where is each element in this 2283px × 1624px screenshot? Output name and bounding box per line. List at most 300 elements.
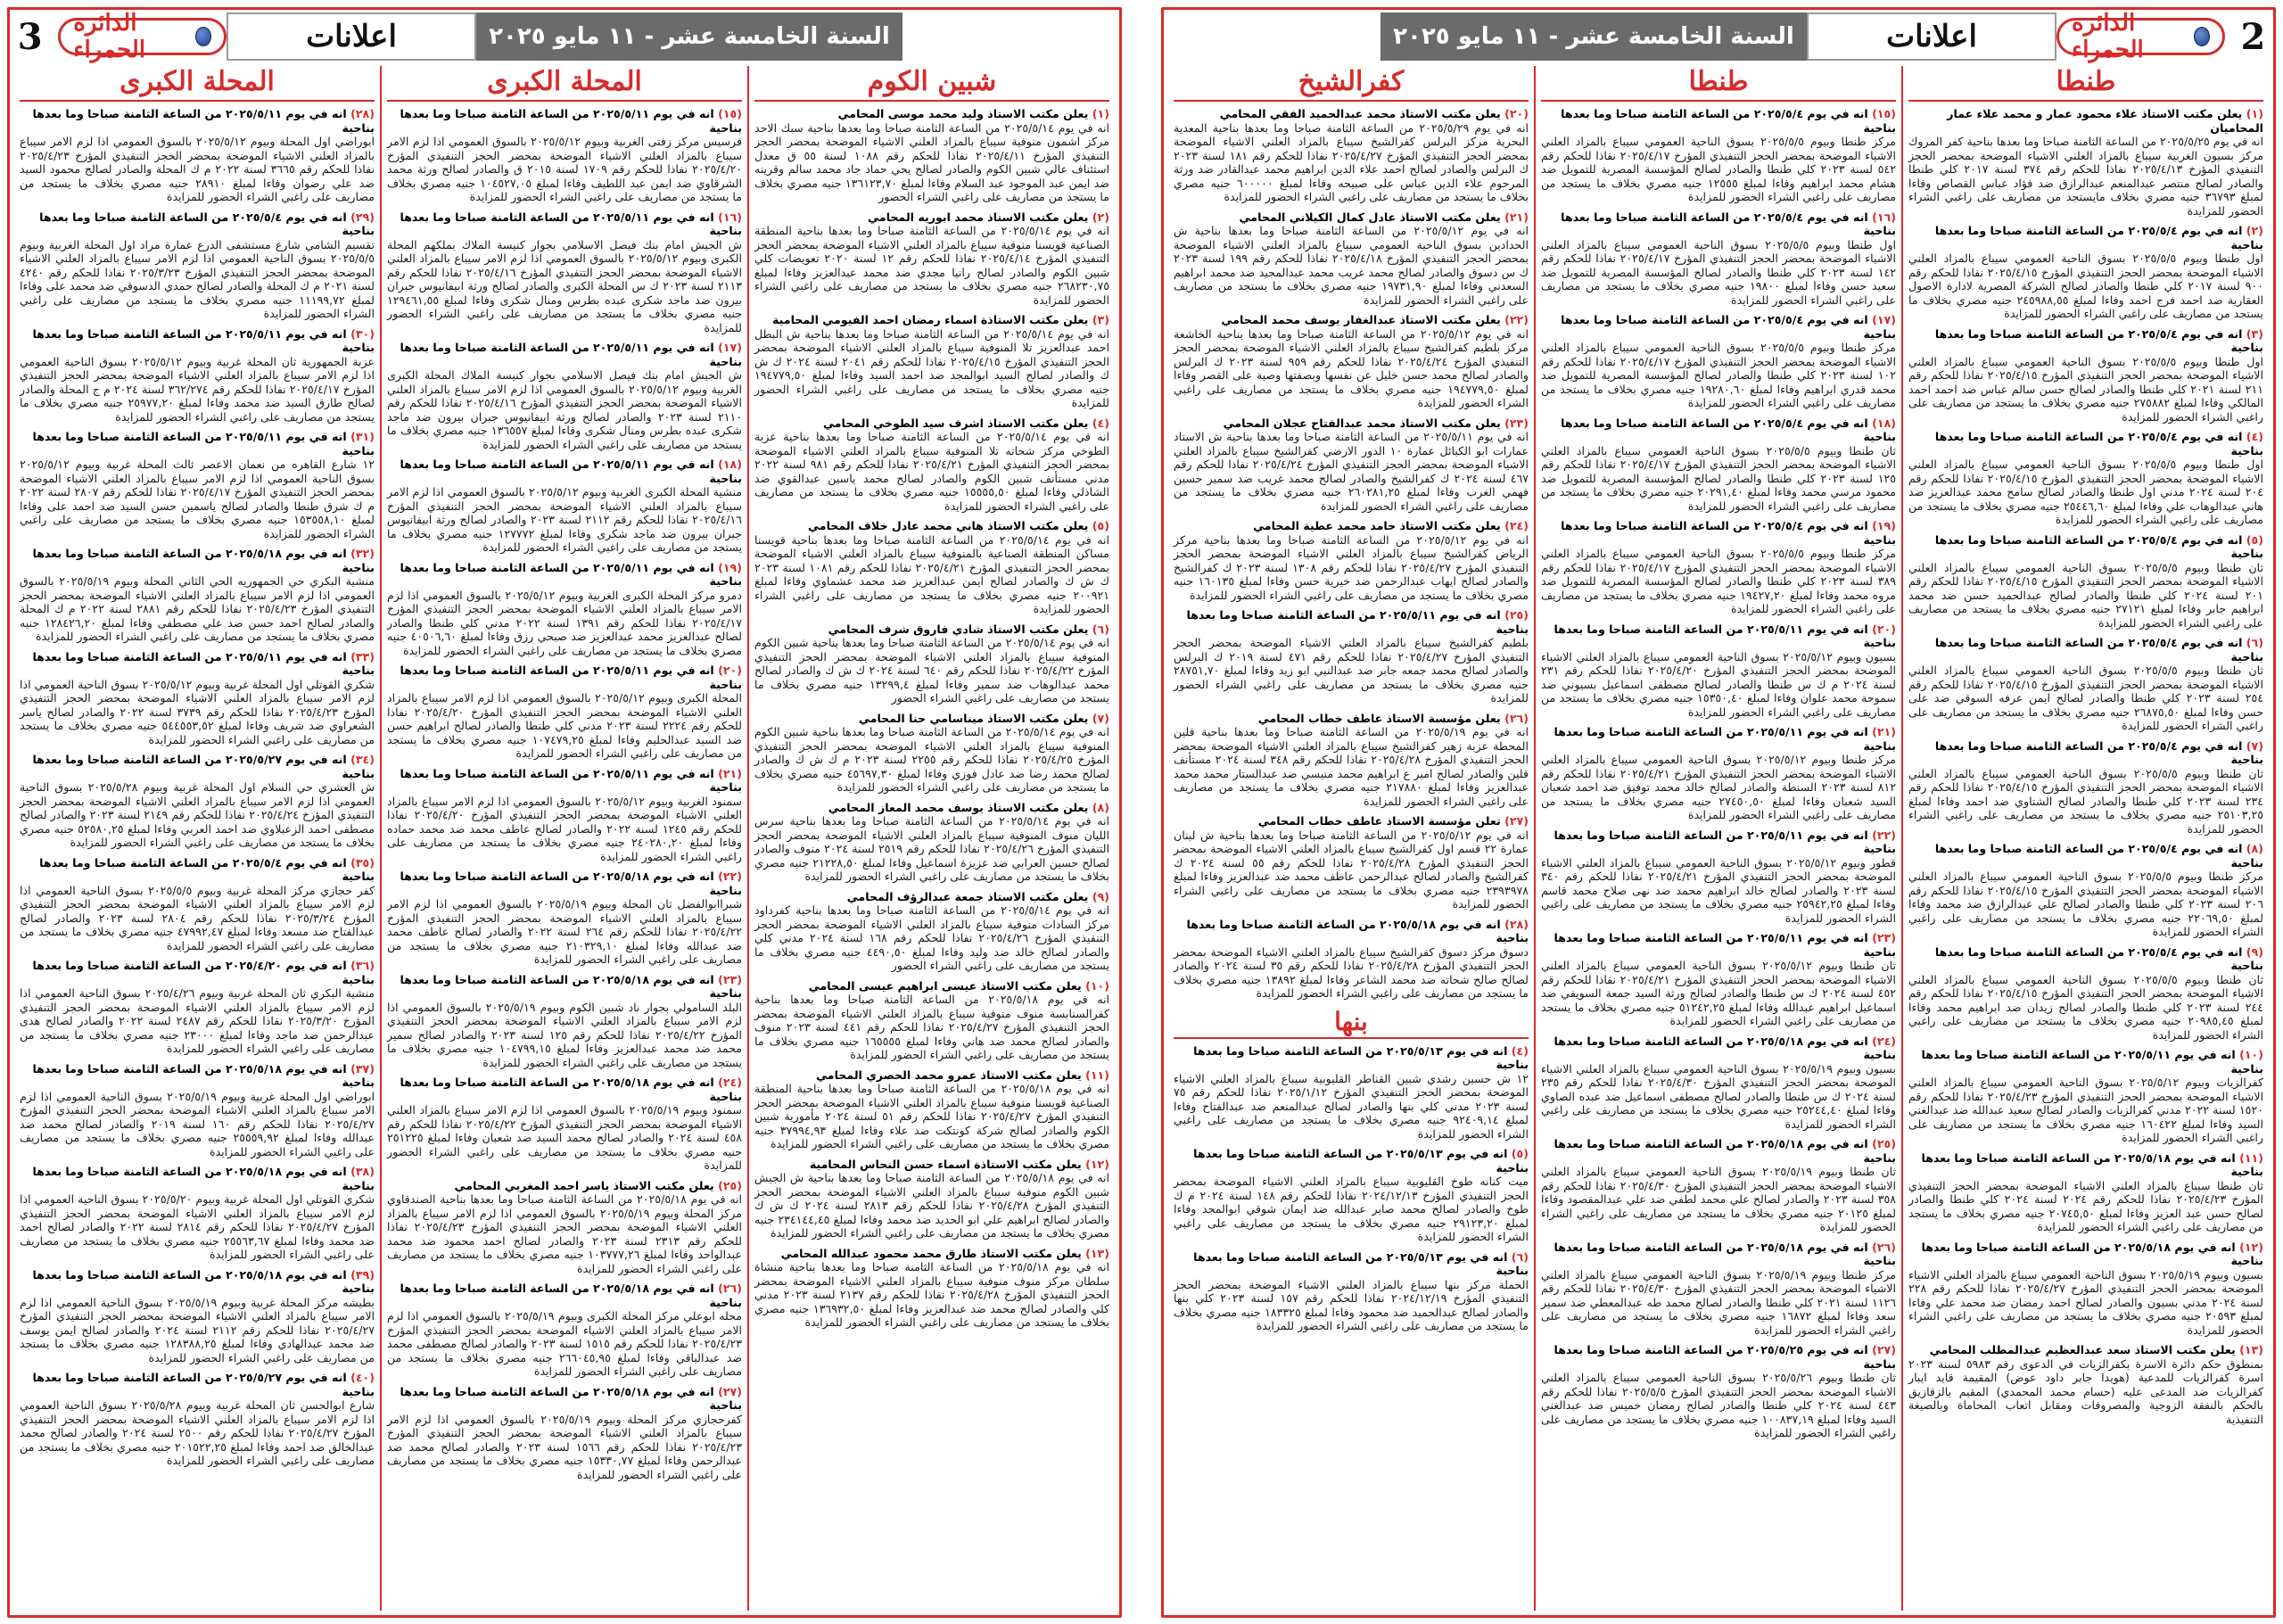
ad-body: مركز طنطا وبيوم ٢٠٢٥/٥/١٢ بسوق الناحية العمومي سيباع بالمزاد العلني الاشياء الموضحة بمحضر الحجز التنفيذي المؤرخ ٢٠٢٥/٤/٢١ نفاذا للحكم رقم ٨١٢ لسنة ٢٠٢٣ السنطة والصادر لصالح خالد محمد توفيق ضد احمد شعبان السيد شعبان وفاءا لمبلغ ٢٧٤٥٠,٥٠ جنيه مصري بخلاف ما يستجد من مصاريف على راغبي الشراء الحضور للمزايدة	[1541, 753, 1896, 821]
ad-item	[20, 1165, 375, 1262]
ad-body: ثان طنطا سيباع بالمزاد العلني الاشياء الموضحة بمحضر الحجز التنفيذي المؤرخ ٢٠٢٥/٤/٢٣ نفاذا للحكم رقم ٢٠٢٤ لسنة ٢٠٢٤ كلي طنطا والصادر لصالح حسن عبد العزيز وفاءا لمبلغ ٢٠٧٤٥,٥٠ جنيه مصري بخلاف ما يستجد من مصاريف على راغبي الشراء الحضور للمزايدة	[1908, 1178, 2263, 1233]
ad-title: انه في يوم ٢٠٢٥/٥/١٨ من الساعة الثامنة صباحا وما بعدها بناحية	[400, 1384, 742, 1412]
ad-body: الحملة مركز بنها سيباع بالمزاد العلني الاشياء الموضحة بمحضر الحجز التنفيذي المؤرخ ٢٠٢٤/١٢/١٩ نفاذا للحكم رقم ١٥٧ لسنة ٢٠٢٣ كلي بنها والصادر لصالح عبدالحميد ضد محمود وفاءا لمبلغ ١٨٣٣٢٥ جنيه مصري بخلاف ما يستجد من مصاريف على راغبي الشراء الحضور للمزايدة	[1174, 1277, 1529, 1332]
ad-number: (٣)	[1092, 313, 1109, 326]
ad-body: انه في يوم ٢٠٢٥/٥/١٤ من الساعة الثامنة صباحا وما بعدها بناحية شبين الكوم المنوفية سيباع بالمزاد العلني الاشياء الموضحة بمحضر الحجز التنفيذي المؤرخ ٢٠٢٥/٤/٢٢ نفاذا للحكم رقم ٦٤٠ لسنة ٢٠٢٤ ك ش ك والصادر لصالح محمد عبدالوهاب ضد سمير وفاءا لمبلغ ١٣٢٩٩,٤ جنيه مصري بخلاف ما يستجد من مصاريف على راغبي الشراء الحضور	[754, 636, 1110, 705]
columns	[14, 66, 1115, 1611]
ad-title: انه في يوم ٢٠٢٥/٥/٤ من الساعة الثامنة صباحا وما بعدها بناحية	[1934, 326, 2263, 354]
column-heading: المحلة الكبرى	[20, 66, 375, 102]
ad-number: (٢٤)	[1504, 519, 1529, 532]
ad-item	[1174, 210, 1529, 308]
ad-item	[1908, 945, 2263, 1043]
ad-number: (١٠)	[2239, 1048, 2263, 1061]
ad-heading	[1541, 416, 1896, 444]
ad-title: انه في يوم ٢٠٢٥/٥/٤ من الساعة الثامنة صباحا وما بعدها بناحية	[1561, 210, 1896, 237]
ad-item	[1174, 918, 1529, 1001]
ad-heading	[1908, 533, 2263, 561]
ad-heading	[387, 561, 742, 589]
ad-heading	[387, 458, 742, 485]
ad-body: شكري القوتلي اول المحلة غربية وبيوم ٢٠٢٥/٥/٢٠ بسوق الناحية العمومي اذا لزم الامر سيباع بالمزاد العلني الاشياء الموضحة بمحضر الحجز التنفيذي المؤرخ ٢٠٢٥/٤/٢٧ نفاذا للحكم رقم ٢٨١٤ لسنة ٢٠٢٢ والصادر لصالح احمد ضد محمد وفاءا لمبلغ ٢٥٥٦٣,٦٧ جنيه مصري بخلاف ما يستجد من مصاريف على راغبي الشراء الحضور للمزايدة	[20, 1192, 375, 1261]
ad-item	[754, 1247, 1109, 1330]
ad-title: انه في يوم ٢٠٢٥/٥/٤ من الساعة الثامنة صباحا وما بعدها بناحية	[1934, 532, 2263, 560]
ad-heading	[387, 210, 742, 238]
ad-title: يعلن مكتب الاستاذ شادي فاروق شرف المحامي	[828, 622, 1089, 636]
ad-heading	[387, 664, 742, 691]
logo-text: الدائرة الحمراء	[73, 10, 146, 63]
ad-item	[20, 107, 375, 204]
ad-title: يعلن مكتب الاستاذ يوسف محمد المعاز المحامي	[828, 800, 1089, 814]
ad-number: (٨)	[1092, 800, 1109, 814]
ad-heading	[754, 979, 1109, 993]
ad-heading	[1541, 828, 1896, 856]
ad-body: محله ابوعلي مركز المحلة الكبرى وبيوم ٢٠٢٥/٥/١٩ بالسوق العمومي اذا لزم الامر سيباع بالمزاد العلني الاشياء الموضحة بمحضر الحجز التنفيذي المؤرخ ٢٠٢٥/٤/٢٣ نفاذا للحكم رقم ١٥١٥ لسنة ٢٠٢٣ والصادر لصالح مصطفى محمد ضد عبدالباقي وفاءا لمبلغ ٢٦٦٠٤٥,٩٥ جنيه مصري بخلاف ما يستجد من مصاريف على راغبي الشراء الحضور للمزايدة	[387, 1309, 743, 1378]
ad-number: (٢٩)	[350, 210, 375, 224]
ad-item	[1541, 107, 1896, 204]
ad-body: ش الجيش امام بنك فيصل الاسلامي بجوار كنيسة الملاك المحلة الكبرى الغربية وبيوم ٢٠٢٥/٥/١٢ بالسوق العمومي اذا لزم الامر سيباع بالمزاد العلني الاشياء الموضحة بمحضر الحجز التنفيذي المؤرخ ٢٠٢٥/٤/١٦ نفاذا للحكم رقم ٢١١٠ لسنة ٢٠٢٣ والصادر لصالح ورثة ابيفانيوس جبران بيرون ضد ماجد شكرى عبده بطرس ومنال شكرى وفاءا لمبلغ ١٣٦٥٥٧ جنيه مصري بخلاف ما يستجد من مصاريف على راغبي الشراء الحضور للمزايدة	[387, 368, 743, 451]
ad-body: منشية البكري حي الجمهوريه الحي الثاني المحلة وبيوم ٢٠٢٥/٥/١٩ بالسوق العمومي اذا لزم الامر سيباع بالمزاد العلني الاشياء الموضحة بمحضر الحجز التنفيذي المؤرخ ٢٠٢٥/٤/٢٣ نفاذا للحكم رقم ٢٨٨١ لسنة ٢٠٢٢ م ك المحلة والصادر لصالح احمد حسن ضد علي مصطفى وفاءا لمبلغ ١٢٨٤٢٦,٢٠ جنيه مصري بخلاف ما يستجد من مصاريف على راغبي الشراء الحضور للمزايدة	[20, 574, 375, 643]
ad-body: ش الجيش امام بنك فيصل الاسلامي بجوار كنيسة الملاك بملكهم المحلة الكبرى وبيوم ٢٠٢٥/٥/١٢ بالسوق العمومي اذا لزم الامر سيباع بالمزاد العلني الاشياء الموضحة بمحضر الحجز التنفيذي المؤرخ ٢٠٢٥/٤/١٦ نفاذا للحكم رقم ٢١١٣ لسنة ٢٠٢٣ ك س المحلة الكبرى والصادر لصالح ورثة ابيفانيوس جبران بيرون ضد ماجد شكرى عبده بطرس ومنال شكرى وفاءا لمبلغ ١٢٩٤٦١,٥٥ جنيه مصري بخلاف ما يستجد من مصاريف على راغبي الشراء الحضور للمزايدة	[387, 237, 742, 334]
ad-item	[387, 210, 742, 335]
ad-title: انه في يوم ٢٠٢٥/٥/٤ من الساعة الثامنة صباحا وما بعدها بناحية	[1934, 636, 2263, 664]
ad-item	[20, 1371, 375, 1468]
header-bar	[1381, 12, 2056, 61]
ad-body: انه في يوم ٢٠٢٥/٥/١٨ من الساعة الثامنة صباحا وما بعدها بناحية كفرالسنابسة منوف منوفية سيباع بالمزاد العلني الاشياء الموضحة بمحضر الحجز التنفيذي المؤرخ ٢٠٢٥/٤/٢٧ نفاذا للحكم رقم ٤٤١ لسنة ٢٠٢٣ منوف والصادر لصالح محمد ضد هاني وفاءا لمبلغ ١٦٥٥٥٥ جنيه مصري بخلاف ما يستجد من مصاريف على راغبي الشراء الحضور للمزايدة	[754, 993, 1109, 1061]
ad-title: انه في يوم ٢٠٢٥/٥/١٨ من الساعة الثامنة صباحا وما بعدها بناحية	[1554, 1034, 1896, 1061]
ad-item	[754, 1068, 1109, 1151]
ad-heading	[387, 870, 742, 897]
ad-item	[754, 210, 1109, 308]
ad-title: يعلن مكتب الاستاذ وليد محمد موسى المحامي	[837, 107, 1089, 120]
ad-heading	[20, 1165, 375, 1192]
ad-body: منشية البكري ثان المحلة غربية وبيوم ٢٠٢٥/٤/٢٦ بسوق الناحية العمومي اذا لزم الامر سيباع بالمزاد العلني الاشياء الموضحة بمحضر الحجز التنفيذي المؤرخ ٢٠٢٥/٣/٢٠ نفاذا للحكم رقم ٢٤٨٧ لسنة ٢٠٢٢ والصادر لصالح هدى عبدالرحمن ضد ماجد وفاءا لمبلغ ٢٣٠٠٠ جنيه مصري بخلاف ما يستجد من مصاريف على راغبي الشراء الحضور للمزايدة	[20, 986, 375, 1055]
ad-heading	[387, 973, 742, 1001]
ad-number: (٣١)	[350, 430, 375, 443]
ad-item	[1908, 1151, 2263, 1234]
ad-number: (٣٠)	[350, 326, 375, 341]
ad-body: مركز طنطا وبيوم ٢٠٢٥/٥/٥ بسوق الناحية العمومي سيباع بالمزاد العلني الاشياء الموضحة بمحضر الحجز التنفيذي المؤرخ ٢٠٢٥/٤/١٧ نفاذا للحكم رقم ٥٤٢ لسنة ٢٠٢٣ كلي طنطا والصادر لصالح المؤسسة المصرية للتمويل ضد هشام محمد ابراهيم وفاءا لمبلغ ١٢٥٥٥ جنيه مصري بخلاف ما يستجد من مصاريف على راغبي الشراء الحضور للمزايدة	[1541, 135, 1897, 203]
ad-number: (٢٠)	[718, 664, 742, 677]
ad-body: سمنود وبيوم ٢٠٢٥/٥/١٩ بالسوق العمومي اذا لزم الامر سيباع بالمزاد العلني الاشياء الموضحة بمحضر الحجز التنفيذي المؤرخ ٢٠٢٥/٤/٢٢ نفاذا للحكم رقم ٤٥٨ لسنة ٢٠٢٤ والصادر لصالح محمد السيد ضد شعبان وفاءا لمبلغ ٢٥١٢٢٥ جنيه مصري بخلاف ما يستجد من مصاريف على راغبي الشراء الحضور للمزايدة	[387, 1103, 742, 1172]
ad-heading	[1541, 1035, 1896, 1062]
ad-title: يعلن مكتب الاستاذ عادل كمال الكيلاني المحامي	[1239, 210, 1501, 224]
ad-number: (٢٥)	[1504, 608, 1529, 622]
globe-icon	[2194, 27, 2210, 46]
ad-number: (٢)	[1092, 210, 1109, 224]
ad-heading	[20, 1371, 375, 1398]
issue-line: السنة الخامسة عشر - ١١ مايو ٢٠٢٥	[1381, 12, 1807, 61]
ad-item	[1541, 931, 1896, 1028]
ad-number: (١)	[1092, 107, 1109, 120]
ad-title: يعلن مكتب الاستاذ حامد محمد عطية المحامي	[1253, 519, 1501, 532]
ad-number: (٢٣)	[1504, 416, 1529, 430]
newspaper-logo	[58, 10, 227, 63]
ad-body: انه في يوم ٢٠٢٥/٥/١٤ من الساعة الثامنة صباحا وما بعدها بناحية عزبة الطوخي مركز شحاته تلا المنوفية سيباع بالمزاد العلني الاشياء الموضحة بمحضر الحجز التنفيذي المؤرخ ٢٠٢٥/٤/٢١ نفاذا للحكم رقم ٩٨١ لسنة ٢٠٢٢ مدني مستأنف شبين الكوم والصادر لصالح محمد ياسين عبدالقوي ضد الشاذلي وفاءا لمبلغ ١٥٥٥٥,٥٠ جنيه مصري بخلاف ما يستجد من مصاريف على راغبي الشراء الحضور للمزايدة	[754, 430, 1110, 513]
ad-body: انه في يوم ٢٠٢٥/٥/١٤ من الساعة الثامنة صباحا وما بعدها بناحية شبين الكوم المنوفية سيباع بالمزاد العلني الاشياء الموضحة بمحضر الحجز التنفيذي المؤرخ ٢٠٢٥/٤/٢٥ نفاذا للحكم رقم ٢٢٥٥ لسنة ٢٠٢٣ م ك ش ك والصادر لصالح محمد رضا ضد عادل فوزي وفاءا لمبلغ ٤٥٦٩٧,٣٠ جنيه مصري بخلاف ما يستجد من مصاريف على راغبي الشراء الحضور للمزايدة	[754, 725, 1109, 794]
ad-heading	[1174, 814, 1529, 828]
ad-title: انه في يوم ٢٠٢٥/٥/٤ من الساعة الثامنة صباحا وما بعدها بناحية	[1934, 430, 2263, 458]
ad-item	[387, 561, 742, 658]
ad-item	[20, 959, 375, 1056]
ad-body: ثان طنطا وبيوم ٢٠٢٥/٥/٥ بسوق الناحية العمومي سيباع بالمزاد العلني الاشياء الموضحة بمحضر الحجز التنفيذي المؤرخ ٢٠٢٥/٤/١٥ نفاذا للحكم رقم ٢٠١ لسنة ٢٠٢٤ كلي طنطا والصادر لصالح عبدالحميد حسن ضد محمد ابراهيم جابر وفاءا لمبلغ ٢٧١٢١ جنيه مصري بخلاف ما يستجد من مصاريف على راغبي الشراء الحضور للمزايدة	[1908, 560, 2263, 630]
ad-title: يعلن مكتب الاستاذ ياسر احمد المغربي المحامي	[454, 1178, 714, 1192]
page-header	[12, 12, 1117, 61]
ad-number: (٢٢)	[1872, 828, 1896, 842]
ad-heading	[20, 959, 375, 986]
ad-body: كفرحجازي مركز المحلة وبيوم ٢٠٢٥/٥/١٩ بالسوق العمومي اذا لزم الامر سيباع بالمزاد العلني الاشياء الموضحة بمحضر الحجز التنفيذي المؤرخ ٢٠٢٥/٤/٢٣ نفاذا للحكم رقم ١٥٦٦ لسنة ٢٠٢٣ والصادر لصالح محمد ضد عبدالرحمن وفاءا لمبلغ ١٥٣٣٠,٧٧ جنيه مصري بخلاف ما يستجد من مصاريف على راغبي الشراء الحضور للمزايدة	[387, 1412, 743, 1481]
ad-number: (٦)	[2246, 636, 2263, 649]
ad-title: انه في يوم ٢٠٢٥/٥/١١ من الساعة الثامنة صباحا وما بعدها بناحية	[32, 649, 375, 677]
ad-item	[1174, 313, 1529, 410]
ad-number: (٢٠)	[1872, 622, 1896, 636]
ad-heading	[1174, 416, 1529, 431]
ad-item	[754, 313, 1109, 410]
ad-item	[1541, 519, 1896, 616]
ad-item	[1541, 210, 1896, 308]
ad-heading	[387, 341, 742, 368]
ad-heading	[754, 416, 1109, 431]
ad-heading	[387, 1385, 742, 1413]
ad-column	[1903, 66, 2269, 1611]
ad-number: (١٨)	[1872, 416, 1896, 430]
ad-item	[20, 753, 375, 850]
ad-body: انه في يوم ٢٠٢٥/٥/١٤ من الساعة الثامنة صباحا وما بعدها بناحية ش البطل احمد عبدالعزيز تلا المنوفية سيباع بالمزاد العلني الاشياء الموضحة بمحضر الحجز التنفيذي المؤرخ ٢٠٢٥/٤/١٥ نفاذا للحكم رقم ٢٠٤١ لسنة ٢٠٢٤ ك ش ك والصادر لصالح السيد ابوالمجد ضد احمد السيد وفاءا لمبلغ ١٩٤٧٧٩,٥٠ جنيه مصري بخلاف ما يستجد من مصاريف على راغبي الشراء الحضور للمزايدة	[754, 326, 1110, 409]
ad-title: انه في يوم ٢٠٢٥/٥/١٨ من الساعة الثامنة صباحا وما بعدها بناحية	[400, 972, 742, 1000]
ad-heading	[1908, 1151, 2263, 1179]
ad-item	[20, 1062, 375, 1159]
page-2	[1161, 7, 2276, 1618]
ad-body: مركز طنطا وبيوم ٢٠٢٥/٥/٥ بسوق الناحية العمومي سيباع بالمزاد العلني الاشياء الموضحة بمحضر الحجز التنفيذي المؤرخ ٢٠٢٥/٤/١٧ نفاذا للحكم رقم ٣٨٩ لسنة ٢٠٢٣ كلي طنطا والصادر لصالح المؤسسة المصرية للتمويل ضد مروه محمد وفاءا لمبلغ ١٩٤٢٧,٢٠ جنيه مصري بخلاف ما يستجد من مصاريف على راغبي الشراء الحضور للمزايدة	[1541, 547, 1896, 615]
ad-title: انه في يوم ٢٠٢٥/٥/١١ من الساعة الثامنة صباحا وما بعدها بناحية	[1186, 608, 1529, 636]
ad-number: (٣٢)	[350, 547, 375, 560]
ad-body: ش العشري حي السلام اول المحلة غربية وبيوم ٢٠٢٥/٥/٢٨ بسوق الناحية العمومي اذا لزم الامر سيباع بالمزاد العلني الاشياء الموضحة بمحضر الحجز التنفيذي المؤرخ ٢٠٢٥/٤/٢٤ نفاذا للحكم رقم ٢١٤٩ لسنة ٢٠٢٣ والصادر لصالح مصطفى احمد الزعبلاوي ضد احمد العربي وفاءا لمبلغ ٥٢٥٨٠,٢٥ جنيه مصري بخلاف ما يستجد من مصاريف على راغبي الشراء الحضور للمزايدة	[20, 780, 375, 849]
ad-number: (٢٥)	[718, 1178, 742, 1192]
ad-number: (١٩)	[718, 560, 742, 574]
ad-item	[1908, 1048, 2263, 1145]
section-title: اعلانات	[227, 12, 476, 61]
ad-body: ثان طنطا وبيوم ٢٠٢٥/٥/٥ بسوق الناحية العمومي سيباع بالمزاد العلني الاشياء الموضحة بمحضر الحجز التنفيذي المؤرخ ٢٠٢٥/٤/١٧ نفاذا للحكم رقم ١٢٥ لسنة ٢٠٢٣ كلي طنطا والصادر لصالح المؤسسة المصرية للتمويل ضد محمود مرسي محمد وفاءا لمبلغ ٢٠٢٩١,٤٠ جنيه مصري بخلاف ما يستجد من مصاريف على راغبي الشراء الحضور للمزايدة	[1541, 443, 1896, 513]
ad-heading	[1174, 712, 1529, 726]
ad-item	[1174, 107, 1529, 204]
ad-title: انه في يوم ٢٠٢٥/٥/٢٥ من الساعة الثامنة صباحا وما بعدها بناحية	[1554, 1343, 1896, 1371]
ad-title: انه في يوم ٢٠٢٥/٥/٢٧ من الساعة الثامنة صباحا وما بعدها بناحية	[32, 1371, 375, 1398]
column-heading: طنطا	[1541, 66, 1896, 102]
ad-body: اول طنطا وبيوم ٢٠٢٥/٥/٥ بسوق الناحية العمومي سيباع بالمزاد العلني الاشياء الموضحة بمحضر الحجز التنفيذي المؤرخ ٢٠٢٥/٤/١٥ نفاذا للحكم رقم ٩٠٠ لسنة ٢٠١٧ كلي طنطا والصادر لصالح الشركة المصرية لادارة الاصول العقارية ضد احمد فرج احمد وفاءا لمبلغ ٢٤٥٩٨٨,٥٥ جنيه مصري بخلاف ما يستجد من مصاريف على راغبي الشراء الحضور للمزايدة	[1908, 251, 2263, 320]
ad-number: (٢١)	[1872, 725, 1896, 738]
ad-item	[754, 622, 1109, 705]
ad-heading	[1174, 608, 1529, 636]
ad-number: (٢٦)	[1504, 711, 1529, 725]
ad-heading	[1908, 107, 2263, 135]
ad-title: انه في يوم ٢٠٢٥/٥/٤ من الساعة الثامنة صباحا وما بعدها بناحية	[1561, 519, 1896, 547]
ad-body: اول طنطا وبيوم ٢٠٢٥/٥/٥ بسوق الناحية العمومي سيباع بالمزاد العلني الاشياء الموضحة بمحضر الحجز التنفيذي المؤرخ ٢٠٢٥/٤/١٥ نفاذا للحكم رقم ٢١١ لسنة ٢٠٢١ كلي طنطا والصادر لصالح حسن سالم عباس ضد احمد احمد المالكي وفاءا لمبلغ ٢٧٥٨٨٢ جنيه مصري بخلاف ما يستجد من مصاريف على راغبي الشراء الحضور للمزايدة	[1908, 354, 2264, 424]
ad-title: انه في يوم ٢٠٢٥/٥/١٣ من الساعة الثامنة صباحا وما بعدها بناحية	[1193, 1147, 1529, 1175]
ad-body: ثان طنطا وبيوم ٢٠٢٥/٥/٢٦ بسوق الناحية العمومي سيباع بالمزاد العلني الاشياء الموضحة بمحضر الحجز التنفيذي المؤرخ ٢٠٢٥/٥/٥ نفاذا للحكم رقم ٤٤٣ لسنة ٢٠٢٤ كلي طنطا والصادر لصالح رمضان خميس ضد عبدالغني السيد وفاءا لمبلغ ١٠٠٨٣٧,١٩ جنيه مصري بخلاف ما يستجد من مصاريف على راغبي الشراء الحضور للمزايدة	[1541, 1371, 1896, 1439]
ad-number: (٧)	[1092, 711, 1109, 725]
ad-heading	[754, 622, 1109, 637]
section-subheading: بنها	[1174, 1007, 1529, 1039]
ad-heading	[387, 767, 742, 795]
ad-item	[754, 416, 1109, 514]
page-header	[1166, 12, 2271, 61]
ad-item	[387, 973, 742, 1070]
column-heading: طنطا	[1908, 66, 2263, 102]
ad-title: انه في يوم ٢٠٢٥/٥/١٨ من الساعة الثامنة صباحا وما بعدها بناحية	[1921, 1150, 2263, 1178]
ad-title: يعلن مكتب الاستاذ محمد عبدالحميد الفقي المحامي	[1219, 107, 1501, 120]
ad-body: بلطيم كفرالشيخ سيباع بالمزاد العلني الاشياء الموضحة بمحضر الحجز التنفيذي المؤرخ ٢٠٢٥/٤/٢٧ نفاذا للحكم رقم ٤٧١ لسنة ٢٠١٩ ك البرلس والصادر لصالح محمد جمعه جابر ضد عبدالنبي ابو زيد وفاءا لمبلغ ٢٨٧٥١,٧٠ جنيه مصري بخلاف ما يستجد من مصاريف على راغبي الشراء الحضور للمزايدة	[1174, 636, 1529, 705]
ad-number: (٣)	[2246, 326, 2263, 341]
ad-item	[1541, 1137, 1896, 1234]
ad-item	[754, 519, 1109, 616]
ad-number: (٩)	[1092, 889, 1109, 903]
ad-number: (٢١)	[718, 766, 742, 780]
ad-body: كفرالزيات وبيوم ٢٠٢٥/٥/١٢ بسوق الناحية العمومي سيباع بالمزاد العلني الاشياء الموضحة بمحضر الحجز التنفيذي المؤرخ ٢٠٢٥/٤/٢٣ نفاذا للحكم رقم ١٥٢٠ لسنة ٢٠٢٢ مدني كفرالزيات والصادر لصالح سعيد عبدالله ضد عبدالغني السيد وفاءا لمبلغ ١٦٠٤٢٢ جنيه مصري بخلاف ما يستجد من مصاريف على راغبي الشراء الحضور للمزايدة	[1908, 1076, 2264, 1144]
ad-item	[387, 107, 742, 204]
ad-body: انه في يوم ٢٠٢٥/٥/١٤ من الساعة الثامنة صباحا وما بعدها بناحية سبك الاحد مركز اشمون منوفية سيباع بالمزاد العلني الاشياء الموضحة بمحضر الحجز التنفيذي المؤرخ ٢٠٢٥/٤/١١ نفاذا للحكم رقم ١٠٨٨ لسنة ٥٥ ق معدل استئناف عالي شبين الكوم والصادر لصالح يحي حماد جاد محمد سالم وقرينه ضد ايمن عبد الموجود عبد السلام وفاءا لمبلغ ١٣٦١٢٣,٧٠ جنيه مصري بخلاف ما يستجد من مصاريف على راغبي الشراء الحضور	[754, 120, 1110, 203]
ad-body: انه في يوم ٢٠٢٥/٥/١٨ من الساعة الثامنة صباحا وما بعدها بناحية الصندقاوي مركز المحلة وبيوم ٢٠٢٥/٥/١٩ بالسوق العمومي اذا لزم الامر سيباع بالمزاد العلني الاشياء الموضحة بمحضر الحجز التنفيذي المؤرخ ٢٠٢٥/٤/٢٣ نفاذا للحكم رقم ٢٣١٣ لسنة ٢٠٢٣ والصادر لصالح احمد محمود ضد محمد عبدالواحد وفاءا لمبلغ ١٠٣٧٧٧,٢٦ جنيه مصري بخلاف ما يستجد من مصاريف على راغبي الشراء الحضور للمزايدة	[387, 1192, 743, 1275]
ad-number: (٢٨)	[350, 107, 375, 120]
ad-number: (٢٦)	[718, 1282, 742, 1295]
ad-title: انه في يوم ٢٠٢٥/٥/١١ من الساعة الثامنة صباحا وما بعدها بناحية	[400, 560, 742, 588]
ad-body: شارع ابوالحسن ثان المحلة غربية وبيوم ٢٠٢٥/٥/٢٨ بسوق الناحية العمومي اذا لزم الامر سيباع بالمزاد العلني الاشياء الموضحة بمحضر الحجز التنفيذي المؤرخ ٢٠٢٥/٤/٢٧ نفاذا للحكم رقم ٢٥٠٠ لسنة ٢٠٢٤ والصادر لصالح محمد عبدالخالق ضد احمد وفاءا لمبلغ ٢٠١٥٢٢,٢٥ جنيه مصري بخلاف ما يستجد من مصاريف على راغبي الشراء الحضور للمزايدة	[20, 1398, 375, 1467]
ad-body: مركز طنطا وبيوم ٢٠٢٥/٥/٥ بسوق الناحية العمومي سيباع بالمزاد العلني الاشياء الموضحة بمحضر الحجز التنفيذي المؤرخ ٢٠٢٥/٤/١٥ نفاذا للحكم رقم ٢٠٦ لسنة ٢٠٢٣ كلي طنطا والصادر لصالح علي عبدالرازق ضد محمد وفاءا لمبلغ ٢٢٠٦٩,٥٠ جنيه مصري بخلاف ما يستجد من مصاريف على راغبي الشراء الحضور للمزايدة	[1908, 870, 2263, 938]
ad-item	[387, 1076, 742, 1173]
ad-number: (١٦)	[1872, 210, 1896, 224]
ad-title: انه في يوم ٢٠٢٥/٥/١٨ من الساعة الثامنة صباحا وما بعدها بناحية	[400, 1076, 742, 1103]
ad-item	[1908, 636, 2263, 733]
ad-body: مركز طنطا وبيوم ٢٠٢٥/٥/٥ بسوق الناحية العمومي سيباع بالمزاد العلني الاشياء الموضحة بمحضر الحجز التنفيذي المؤرخ ٢٠٢٥/٤/١٧ نفاذا للحكم رقم ١٠٢ لسنة ٢٠٢٣ كلي طنطا والصادر لصالح المؤسسة المصرية للتمويل ضد محمد قدري ابراهيم وفاءا لمبلغ ١٩٢٨٠,٦٠ جنيه مصري بخلاف ما يستجد من مصاريف على راغبي الشراء الحضور للمزايدة	[1541, 341, 1897, 409]
ad-heading	[20, 107, 375, 135]
ad-title: يعلن مكتب الاستاذ محمد ابوريه المحامي	[868, 210, 1089, 224]
ad-body: بسيون وبيوم ٢٠٢٥/٥/١٩ بسوق الناحية العمومي سيباع بالمزاد العلني الاشياء الموضحة بمحضر الحجز التنفيذي المؤرخ ٢٠٢٥/٤/٣٠ نفاذا للحكم رقم ٢٣٥ لسنة ٢٠٢٤ ك س طنطا والصادر لصالح مصطفى اسماعيل ضد عبده الصاوي وفاءا لمبلغ ٢٥٢٤٤,٤٠ جنيه مصري بخلاف ما يستجد من مصاريف على راغبي الشراء الحضور للمزايدة	[1541, 1061, 1897, 1131]
ad-number: (٤)	[1092, 416, 1109, 430]
ad-item	[1908, 430, 2263, 527]
ad-heading	[1908, 739, 2263, 767]
ad-item	[1541, 622, 1896, 720]
ad-number: (٢٣)	[718, 972, 742, 986]
ad-heading	[1541, 519, 1896, 547]
ad-heading	[1541, 1137, 1896, 1165]
ad-title: انه في يوم ٢٠٢٥/٥/١١ من الساعة الثامنة صباحا وما بعدها بناحية	[32, 326, 375, 354]
ad-item	[1908, 107, 2263, 218]
ad-number: (١٩)	[1872, 519, 1896, 532]
ad-item	[20, 547, 375, 644]
ad-title: انه في يوم ٢٠٢٥/٥/١٣ من الساعة الثامنة صباحا وما بعدها بناحية	[1193, 1249, 1529, 1277]
ad-number: (٢٤)	[1872, 1034, 1896, 1048]
ad-title: انه في يوم ٢٠٢٥/٥/٤ من الساعة الثامنة صباحا وما بعدها بناحية	[1934, 842, 2263, 870]
ad-number: (١٦)	[718, 210, 742, 224]
ad-item	[1174, 1250, 1529, 1333]
ad-item	[20, 1268, 375, 1365]
ad-heading	[387, 1076, 742, 1103]
ad-body: انه في يوم ٢٠٢٥/٥/١١ من الساعة الثامنة صباحا وما بعدها بناحية ش الاستاد عمارات ابو الكبائل عمارة ١٠ الدور الارضي كفرالشيخ سيباع بالمزاد العلني الاشياء الموضحة بمحضر الحجز التنفيذي المؤرخ ٢٠٢٥/٤/٢٤ نفاذا للحكم رقم ٤٦٧ لسنة ٢٠٢٤ ك كفرالشيخ والصادر لصالح محمد غريب ضد سمير حسين فهمي الغرب وفاءا لمبلغ ٢٦٠٢٨١,٢٥ جنيه مصري بخلاف ما يستجد من مصاريف على راغبي الشراء الحضور للمزايدة	[1174, 430, 1529, 513]
ad-heading	[1541, 725, 1896, 753]
ad-item	[387, 767, 742, 864]
ad-body: منشية المحلة الكبرى الغربية وبيوم ٢٠٢٥/٥/١٢ بالسوق العمومي اذا لزم الامر سيباع بالمزاد العلني الاشياء الموضحة بمحضر الحجز التنفيذي المؤرخ ٢٠٢٥/٤/١٦ نفاذا للحكم رقم ٢١١٢ لسنة ٢٠٢٣ والصادر لصالح ورثة ابيفانيوس جبران بيرون ضد ماجد شكرى وفاءا لمبلغ ١٢٧٧٧٢ جنيه مصري بخلاف ما يستجد من مصاريف على راغبي الشراء الحضور للمزايدة	[387, 485, 742, 554]
ad-body: دسوق مركز دسوق كفرالشيخ سيباع بالمزاد العلني الاشياء الموضحة بمحضر الحجز التنفيذي المؤرخ ٢٠٢٥/٤/٢٨ نفاذا للحكم رقم ٣٥ لسنة ٢٠٢٤ والصادر لصالح صالح شحاته ضد محمد الشاعر وفاءا لمبلغ ١٣٨٩٢ جنيه مصري بخلاف ما يستجد من مصاريف على راغبي الشراء الحضور للمزايدة	[1174, 944, 1529, 1000]
ad-heading	[20, 856, 375, 884]
ad-body: ابوراضي اول المحلة وبيوم ٢٠٢٥/٥/١٢ بالسوق العمومي اذا لزم الامر سيباع بالمزاد العلني الاشياء الموضحة بمحضر الحجز التنفيذي المؤرخ ٢٠٢٥/٤/٢٣ نفاذا للحكم رقم ٣٦٦٥ لسنة ٢٠٢٢ م ك المحلة والصادر لصالح محمود السيد ضد علي رضوان وفاءا لمبلغ ٢٨٩١٠ جنيه مصري بخلاف ما يستجد من مصاريف على راغبي الشراء الحضور للمزايدة	[20, 135, 375, 203]
ad-title: انه في يوم ٢٠٢٥/٥/١١ من الساعة الثامنة صباحا وما بعدها بناحية	[1554, 725, 1896, 753]
ad-heading	[1908, 1343, 2263, 1357]
ad-column	[1536, 66, 1903, 1611]
ad-heading	[1174, 1147, 1529, 1175]
column-heading: كفرالشيخ	[1174, 66, 1529, 102]
ad-body: سمنود الغربية وبيوم ٢٠٢٥/٥/١٢ بالسوق العمومي اذا لزم الامر سيباع بالمزاد العلني الاشياء الموضحة بمحضر الحجز التنفيذي المؤرخ ٢٠٢٥/٤/٢٠ نفاذا للحكم رقم ١٢٤٥ لسنة ٢٠٢٢ والصادر لصالح عاطف محمد ضد محمد حماده وفاءا لمبلغ ٢٤٠٢٨٠,٢٠ جنيه مصري بخلاف ما يستجد من مصاريف على راغبي الشراء الحضور للمزايدة	[387, 794, 743, 863]
ad-heading	[1908, 327, 2263, 355]
ad-title: يعلن مؤسسة الاستاذ عاطف خطاب المحامي	[1257, 711, 1501, 725]
ad-heading	[1541, 107, 1896, 135]
ad-column	[1168, 66, 1536, 1611]
ad-title: انه في يوم ٢٠٢٥/٥/١١ من الساعة الثامنة صباحا وما بعدها بناحية	[400, 766, 742, 794]
ad-item	[387, 341, 742, 451]
ad-item	[387, 1282, 742, 1379]
ad-heading	[1908, 842, 2263, 870]
ad-body: انه في يوم ٢٠٢٥/٥/١٢ من الساعة الثامنة صباحا وما بعدها بناحية ش لبنان عمارة ٢٢ قسم اول كفرالشيخ سيباع بالمزاد العلني الاشياء الموضحة بمحضر الحجز التنفيذي المؤرخ ٢٠٢٥/٤/٢٨ نفاذا للحكم رقم ٥٥ لسنة ٢٠٢٤ ك كفرالشيخ والصادر لصالح عبدالرحمن عاطف محمد ضد عبدالعزيز وفاءا لمبلغ ٢٣٩٣٩٧٨ جنيه مصري بخلاف ما يستجد من مصاريف على راغبي الشراء الحضور للمزايدة	[1174, 828, 1529, 911]
ad-heading	[754, 890, 1109, 904]
ad-heading	[387, 107, 742, 135]
ad-title: يعلن مكتب الاستاذ عيسى ابراهيم عيسى المحامي	[808, 978, 1082, 993]
ad-item	[1908, 739, 2263, 837]
ad-number: (٥)	[2246, 532, 2263, 547]
ad-item	[1908, 1241, 2263, 1338]
ad-number: (٢٣)	[1872, 931, 1896, 944]
ad-item	[1174, 1147, 1529, 1244]
ad-item	[1908, 533, 2263, 631]
ad-heading	[754, 1158, 1109, 1172]
ad-item	[1541, 416, 1896, 514]
ad-number: (٣٨)	[350, 1165, 375, 1178]
ad-item	[1541, 828, 1896, 926]
ad-heading	[1174, 1250, 1529, 1278]
ad-item	[1174, 814, 1529, 911]
ad-heading	[754, 801, 1109, 815]
ad-number: (١٠)	[1085, 978, 1109, 993]
ad-number: (٢)	[2246, 224, 2263, 237]
ad-number: (١)	[2246, 107, 2263, 120]
ad-title: انه في يوم ٢٠٢٥/٥/٤ من الساعة الثامنة صباحا وما بعدها بناحية	[39, 210, 375, 237]
ad-heading	[1908, 945, 2263, 973]
ad-body: ثان طنطا وبيوم ٢٠٢٥/٥/١٩ بسوق الناحية العمومي سيباع بالمزاد العلني الاشياء الموضحة بمحضر الحجز التنفيذي المؤرخ ٢٠٢٥/٤/٣٠ نفاذا للحكم رقم ٣٥٨ لسنة ٢٠٢٣ والصادر لصالح علي محمد لطفي ضد علي عبدالمقصود وفاءا لمبلغ ٢٠١٢٥ جنيه مصري بخلاف ما يستجد من مصاريف على راغبي الشراء الحضور للمزايدة	[1541, 1165, 1896, 1233]
ad-body: ميت كنانه طوخ القليوبية سيباع بالمزاد العلني الاشياء الموضحة بمحضر الحجز التنفيذي المؤرخ ٢٠٢٤/١٢/١٣ نفاذا للحكم رقم ١٤٨ لسنة ٢٠٢٤ م ك طوخ والصادر لصالح محمد صابر عبدالله ضد ايمان شوقي ابوالمجد وفاءا لمبلغ ٢٩١٢٣,٢٠ جنيه مصري بخلاف ما يستجد من مصاريف على راغبي الشراء الحضور للمزايدة	[1174, 1175, 1529, 1243]
ad-heading	[1908, 636, 2263, 664]
ad-number: (٢٧)	[718, 1384, 742, 1398]
ad-item	[387, 664, 742, 761]
ad-item	[1541, 1035, 1896, 1132]
ad-number: (٧)	[2246, 738, 2263, 753]
ad-heading	[20, 650, 375, 678]
ad-body: شكري القوتلي اول المحلة غربية وبيوم ٢٠٢٥/٥/١٢ بسوق الناحية العمومي اذا لزم الامر سيباع بالمزاد العلني الاشياء الموضحة بمحضر الحجز التنفيذي المؤرخ ٢٠٢٥/٤/٢٣ نفاذا للحكم رقم ٣٧٣٩ لسنة ٢٠٢٢ والصادر لصالح ياسر الشعراوي ضد شريف وفاءا لمبلغ ٥٤٤٥٥٣,٥٢ جنيه مصري بخلاف ما يستجد من مصاريف على راغبي الشراء الحضور للمزايدة	[20, 677, 375, 746]
ad-body: كفر حجازي مركز المحلة غربية وبيوم ٢٠٢٥/٥/٥ بسوق الناحية العمومي اذا لزم الامر سيباع بالمزاد العلني الاشياء الموضحة بمحضر الحجز التنفيذي المؤرخ ٢٠٢٥/٣/٢٤ نفاذا للحكم رقم ٢٨٠٤ لسنة ٢٠٢٣ والصادر لصالح عبدالفتاح ضد مسعد وفاءا لمبلغ ٤٧٩٩٢,٤٧ جنيه مصري بخلاف ما يستجد من مصاريف على راغبي الشراء الحضور للمزايدة	[20, 883, 375, 952]
ad-heading	[1908, 224, 2263, 251]
ad-number: (٢٨)	[1504, 917, 1529, 931]
ad-item	[754, 107, 1109, 204]
ad-title: يعلن مكتب الاستاذ علاء محمود عمار و محمد علاء عمار المحاميان	[1947, 107, 2263, 135]
ad-number: (٥)	[1511, 1147, 1529, 1160]
ad-body: بطيشه مركز المحلة غربية وبيوم ٢٠٢٥/٥/١٩ بسوق الناحية العمومي اذا لزم الامر سيباع بالمزاد العلني الاشياء الموضحة بمحضر الحجز التنفيذي المؤرخ ٢٠٢٥/٤/٢٧ نفاذا للحكم رقم ٢١١٢ لسنة ٢٠٢٤ والصادر لصالح ايمن يوسف ضد محمد عبدالهادي وفاءا لمبلغ ١٢٨٣٨٨,٢٥ جنيه مصري بخلاف ما يستجد من مصاريف على راغبي الشراء الحضور للمزايدة	[20, 1295, 375, 1364]
ad-number: (٦)	[1092, 622, 1109, 636]
logo-text: الدائرة الحمراء	[2072, 10, 2144, 63]
ad-number: (٢١)	[1504, 210, 1529, 224]
ad-title: انه في يوم ٢٠٢٥/٥/٤ من الساعة الثامنة صباحا وما بعدها بناحية	[39, 855, 375, 883]
ad-body: المحلة الكبرى وبيوم ٢٠٢٥/٥/١٢ بالسوق العمومي اذا لزم الامر سيباع بالمزاد العلني الاشياء الموضحة بمحضر الحجز التنفيذي المؤرخ ٢٠٢٥/٤/٢٠ نفاذا للحكم رقم ٢٢٢٤ لسنة ٢٠٢٣ مدني كلي طنطا والصادر لصالح ابراهيم حسن ضد السيد عبدالحليم وفاءا لمبلغ ١٠٧٤٧٩,٢٥ جنيه مصري بخلاف ما يستجد من مصاريف على راغبي الشراء الحضور للمزايدة	[387, 691, 743, 760]
ad-title: انه في يوم ٢٠٢٥/٥/١١ من الساعة الثامنة صباحا وما بعدها بناحية	[400, 210, 742, 237]
ad-item	[1541, 1241, 1896, 1338]
ad-body: انه في يوم ٢٠٢٥/٥/١٨ من الساعة الثامنة صباحا وما بعدها بناحية منشاة سلطان مركز منوف منوفية سيباع بالمزاد العلني الاشياء الموضحة بمحضر الحجز التنفيذي المؤرخ ٢٠٢٥/٤/٢٨ نفاذا للحكم رقم ٢١٣٧ لسنة ٢٠٢٣ مدني كلي والصادر لصالح محمد ضد عبدالعزيز وفاءا لمبلغ ١٣٦٩٣٢,٥٠ جنيه مصري بخلاف ما يستجد من مصاريف على راغبي الشراء الحضور للمزايدة	[754, 1260, 1109, 1329]
ad-title: يعلن مكتب الاستاذ هاني محمد عادل خلاف المحامي	[808, 519, 1089, 532]
ad-item	[20, 430, 375, 540]
masthead-right	[902, 12, 1117, 61]
ad-title: انه في يوم ٢٠٢٥/٥/٤ من الساعة الثامنة صباحا وما بعدها بناحية	[1561, 416, 1896, 443]
ad-item	[1174, 519, 1529, 602]
issue-line: السنة الخامسة عشر - ١١ مايو ٢٠٢٥	[476, 12, 902, 61]
ad-body: انه في يوم ٢٠٢٥/٥/١٩ من الساعة الثامنة صباحا وما بعدها بناحية قلين المحطة عزبة زهير كفرالشيخ سيباع بالمزاد العلني الاشياء الموضحة بمحضر الحجز التنفيذي المؤرخ ٢٠٢٥/٤/٢٨ نفاذا للحكم رقم ٣٤٨ لسنة ٢٠٢٤ مستأنف قلين والصادر لصالح امير ع ابراهيم محمد منيسي ضد عبدالستار محمد محمد عبدالعزيز وفاءا لمبلغ ٢١٧٨٨٠ جنيه مصري بخلاف ما يستجد من مصاريف على راغبي الشراء الحضور للمزايدة	[1174, 725, 1529, 808]
ad-heading	[20, 753, 375, 780]
ad-title: انه في يوم ٢٠٢٥/٥/١١ من الساعة الثامنة صباحا وما بعدها بناحية	[32, 430, 375, 458]
ad-heading	[754, 1068, 1109, 1083]
ad-number: (١٣)	[2239, 1343, 2263, 1356]
ad-heading	[20, 1268, 375, 1296]
ad-title: يعلن مكتب الاستاذ عمرو محمد الحصري المحامي	[816, 1068, 1082, 1082]
ad-number: (٢٤)	[718, 1076, 742, 1089]
ad-item	[387, 870, 742, 967]
ad-item	[1541, 1343, 1896, 1440]
ad-heading	[1541, 1343, 1896, 1371]
ad-body: تقسيم الشامي شارع مستشفى الدرع عمارة مراد اول المحلة الغربية وبيوم ٢٠٢٥/٥/٥ بسوق الناحية العمومي اذا لزم الامر سيباع بالمزاد العلني الاشياء الموضحة بمحضر الحجز التنفيذي المؤرخ ٢٠٢٥/٣/٢٣ نفاذا للحكم رقم ٤٢٤٠ لسنة ٢٠٢١ م ك المحلة والصادر لصالح حمدي الدسوقي ضد محمد على وفاءا لمبلغ ١١١٩٩,٧٢ جنيه مصري بخلاف ما يستجد من مصاريف على راغبي الشراء الحضور للمزايدة	[20, 237, 375, 320]
ad-title: انه في يوم ٢٠٢٥/٥/١٨ من الساعة الثامنة صباحا وما بعدها بناحية	[1554, 1137, 1896, 1165]
ad-title: انه في يوم ٢٠٢٥/٥/٤ من الساعة الثامنة صباحا وما بعدها بناحية	[1561, 313, 1896, 341]
ad-title: يعلن مكتب الاستاذ ميناسامي حنا المحامي	[858, 711, 1089, 725]
ad-heading	[1174, 313, 1529, 327]
ad-heading	[1174, 519, 1529, 533]
page-number: 2	[2240, 15, 2266, 58]
ad-title: انه في يوم ٢٠٢٥/٥/٤ من الساعة الثامنة صباحا وما بعدها بناحية	[1934, 944, 2263, 972]
ad-title: انه في يوم ٢٠٢٥/٥/١١ من الساعة الثامنة صباحا وما بعدها بناحية	[400, 107, 742, 135]
ad-body: ثان طنطا وبيوم ٢٠٢٥/٥/١٢ بسوق الناحية العمومي سيباع بالمزاد العلني الاشياء الموضحة بمحضر الحجز التنفيذي المؤرخ ٢٠٢٥/٤/٢١ نفاذا للحكم رقم ٤٥٢ لسنة ٢٠٢٤ ك س طنطا والصادر لصالح ورثة السيد جمعة السويفي ضد اسماعيل ابراهيم عبدالله وفاءا لمبلغ ٥١٢٤٢,٢٥ جنيه مصري بخلاف ما يستجد من مصاريف على راغبي الشراء الحضور للمزايدة	[1541, 959, 1896, 1027]
ad-column	[749, 66, 1115, 1611]
ad-number: (٤)	[2246, 430, 2263, 443]
ad-title: انه في يوم ٢٠٢٥/٤/٢٠ من الساعة الثامنة صباحا وما بعدها بناحية	[32, 959, 375, 986]
ad-item	[1541, 725, 1896, 822]
ad-heading	[1908, 1048, 2263, 1076]
ad-body: قطور وبيوم ٢٠٢٥/٥/١٢ بسوق الناحية العمومي سيباع بالمزاد العلني الاشياء الموضحة بمحضر الحجز التنفيذي المؤرخ ٢٠٢٥/٤/٢١ نفاذا للحكم رقم ٣٤٠ لسنة ٢٠٢٣ والصادر لصالح خالد ابراهيم محمد ضد نهى صلاح محمد قاسم وفاءا لمبلغ ٢٥٩٤٢,٢٥ جنيه مصري بخلاف ما يستجد من مصاريف على راغبي الشراء الحضور للمزايدة	[1541, 855, 1897, 925]
ad-heading	[1174, 210, 1529, 225]
ad-body: ١٢ شارع القاهره من نعمان الاعصر ثالث المحلة غربية وبيوم ٢٠٢٥/٥/١٢ بسوق الناحية العمومي اذا لزم الامر سيباع بالمزاد العلني الاشياء الموضحة بمحضر الحجز التنفيذي المؤرخ ٢٠٢٥/٤/١٧ نفاذا للحكم رقم ٢٨٠٧ لسنة ٢٠٢٢ م ك شرق طنطا والصادر لصالح ياسمين حسن السيد ضد احمد على وفاءا لمبلغ ١٥٣٥٥٨,١٠ جنيه مصري بخلاف ما يستجد من مصاريف على راغبي الشراء الحضور للمزايدة	[20, 458, 375, 540]
ad-heading	[20, 327, 375, 355]
ad-heading	[20, 1062, 375, 1090]
header-bar	[227, 12, 902, 61]
ad-title: انه في يوم ٢٠٢٥/٥/١٨ من الساعة الثامنة صباحا وما بعدها بناحية	[1554, 1240, 1896, 1267]
ad-number: (١١)	[2239, 1150, 2263, 1165]
ad-body: انه في يوم ٢٠٢٥/٥/٢٩ من الساعة الثامنة صباحا وما بعدها بناحية المعدية البحرية مركز البرلس كفرالشيخ سيباع بالمزاد العلني الاشياء الموضحة بمحضر الحجز التنفيذي المؤرخ ٢٠٢٥/٤/٢٧ نفاذا للحكم رقم ١٨١ لسنة ٢٠٢٣ ك البرلس والصادر لصالح احمد علاء الدين ابراهيم محمد عبدالقادر ضد ورثة المرحوم علاء الدين عباس على صبيحه وفاءا لمبلغ ٦٠٠٠٠٠ جنيه مصري بخلاف ما يستجد من مصاريف على راغبي الشراء الحضور للمزايدة	[1174, 120, 1529, 203]
ad-number: (١٢)	[2239, 1240, 2263, 1254]
ad-title: انه في يوم ٢٠٢٥/٥/١٨ من الساعة الثامنة صباحا وما بعدها بناحية	[1921, 1240, 2263, 1267]
ad-number: (٣٤)	[350, 753, 375, 766]
ad-title: انه في يوم ٢٠٢٥/٥/١٨ من الساعة الثامنة صباحا وما بعدها بناحية	[32, 1061, 375, 1089]
column-heading: المحلة الكبرى	[387, 66, 742, 102]
ad-body: فرسيس مركز زفتى الغربية وبيوم ٢٠٢٥/٥/١٢ بالسوق العمومي اذا لزم الامر سيباع بالمزاد العلني الاشياء الموضحة بمحضر الحجز التنفيذي المؤرخ ٢٠٢٥/٤/٢٠ نفاذا للحكم رقم ١٧٠٩ لسنة ٢٠١٥ ق والصادر لصالح ورثة محمد الشرقاوي ضد ايمن عبد اللطيف وفاءا لمبلغ ١٠٤٥٢٧,٠٥ جنيه مصري بخلاف ما يستجد من مصاريف على راغبي الشراء الحضور للمزايدة	[387, 135, 743, 203]
ad-number: (٢٧)	[1504, 814, 1529, 828]
ad-title: انه في يوم ٢٠٢٥/٥/١١ من الساعة الثامنة صباحا وما بعدها بناحية	[400, 341, 742, 368]
ad-number: (٤٠)	[350, 1371, 375, 1384]
ad-body: عزبة الجمهورية ثان المحلة غربية وبيوم ٢٠٢٥/٥/١٢ بسوق الناحية العمومي اذا لزم الامر سيباع بالمزاد العلني الاشياء الموضحة بمحضر الحجز التنفيذي المؤرخ ٢٠٢٥/٤/١٧ نفاذا للحكم رقم ٣٦٢/٢٧٤ لسنة ٢٠٢٤ م ج المحلة والصادر لصالح طارق السيد ضد محمد وفاءا لمبلغ ٢٥٩٧٧,٢٠ جنيه مصري بخلاف ما يستجد من مصاريف على راغبي الشراء الحضور للمزايدة	[20, 354, 375, 424]
ad-title: تعلن مؤسسة الاستاذ عاطف خطاب المحامي	[1257, 814, 1501, 828]
ad-body: ثان طنطا وبيوم ٢٠٢٥/٥/٥ بسوق الناحية العمومي سيباع بالمزاد العلني الاشياء الموضحة بمحضر الحجز التنفيذي المؤرخ ٢٠٢٥/٤/١٥ نفاذا للحكم رقم ٢٤٤ لسنة ٢٠٢٣ كلي طنطا والصادر لصالح زيدان ضد ابراهيم محمد وفاءا لمبلغ ٢٠٩٨٥,٤٥ جنيه مصري بخلاف ما يستجد من مصاريف على راغبي الشراء الحضور للمزايدة	[1908, 972, 2263, 1042]
ad-title: انه في يوم ٢٠٢٥/٥/١١ من الساعة الثامنة صباحا وما بعدها بناحية	[1554, 931, 1896, 959]
ad-title: يعلن مكتب الاستاذة اسماء رمضان احمد الفيومي المحامية	[772, 313, 1089, 326]
ad-title: انه في يوم ٢٠٢٥/٥/١٣ من الساعة الثامنة صباحا وما بعدها بناحية	[1193, 1043, 1529, 1071]
ad-number: (١١)	[1085, 1068, 1109, 1082]
ad-item	[387, 1385, 742, 1482]
